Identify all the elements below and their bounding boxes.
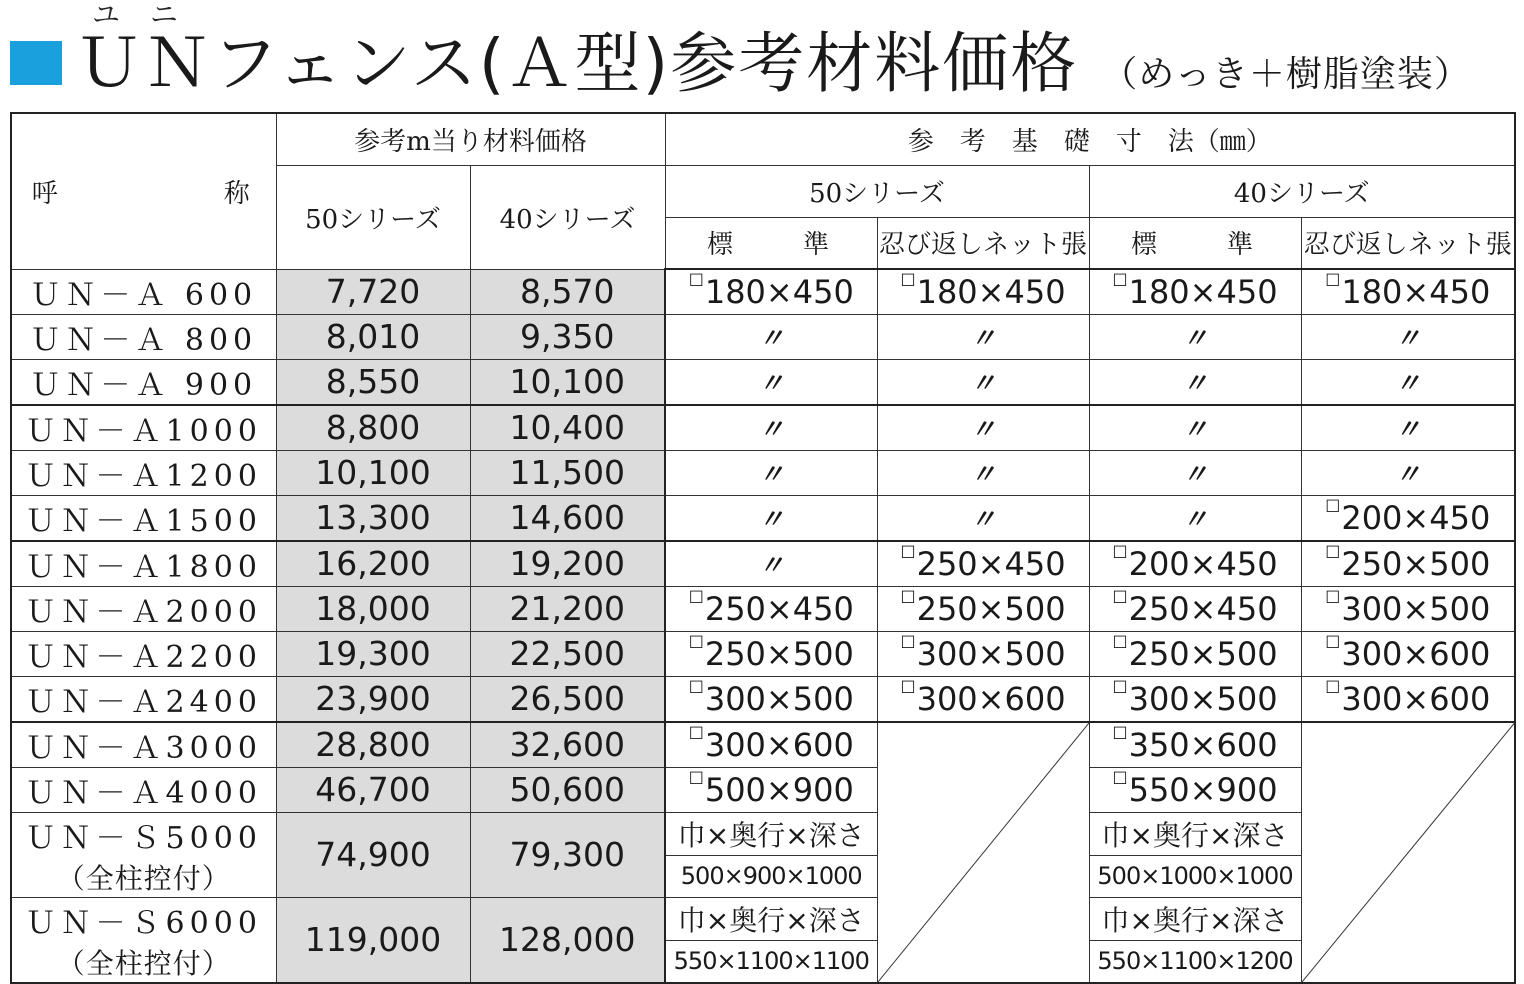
dim-value: 350×600 — [1128, 725, 1278, 764]
table-row — [11, 722, 1515, 768]
row-name: ＵＮ－Ａ2000 — [11, 586, 276, 631]
row-name: ＵＮ－Ａ4000 — [11, 767, 276, 812]
row-name: ＵＮ－Ａ2200 — [11, 631, 276, 676]
dim-d40n: 〃 — [1301, 359, 1515, 405]
table-row — [11, 405, 1515, 451]
dim-d50n — [877, 541, 1089, 587]
price-50: 23,900 — [276, 676, 470, 722]
price-table-body — [11, 269, 1515, 983]
header-dim-40: 40シリーズ — [1089, 165, 1515, 217]
dim-d40n: 〃 — [1301, 405, 1515, 451]
dim-d50n: 〃 — [877, 405, 1089, 451]
square-mark-icon: □ — [1325, 540, 1341, 560]
row-name: ＵＮ－Ａ 600 — [11, 269, 276, 314]
dim-40-label: 巾×奥行×深さ — [1089, 897, 1301, 940]
dim-value: 300×500 — [1128, 679, 1278, 718]
header-dim-group: 参 考 基 礎 寸 法（㎜） — [665, 113, 1515, 165]
dim-d50s: 〃 — [665, 541, 877, 587]
dim-value: 300×500 — [1341, 589, 1491, 628]
title-main-text: ＵＮフェンス(Ａ型)参考材料価格 — [76, 25, 1079, 102]
price-50: 8,800 — [276, 405, 470, 451]
square-mark-icon: □ — [688, 269, 704, 288]
title-ruby-n: ニ — [150, 0, 179, 31]
title-ruby-u: ユ — [92, 0, 121, 31]
blue-square-bullet — [10, 41, 62, 85]
dim-d40n — [1301, 495, 1515, 541]
square-mark-icon: □ — [1325, 495, 1341, 514]
dim-d40s — [1089, 676, 1301, 722]
dim-d50n: 〃 — [877, 359, 1089, 405]
price-40: 14,600 — [470, 495, 665, 541]
square-mark-icon: □ — [1325, 631, 1341, 650]
dim-d40n — [1301, 676, 1515, 722]
dim-d50n — [877, 676, 1089, 722]
row-name — [11, 897, 276, 983]
dim-d50s — [665, 722, 877, 768]
row-name: ＵＮ－Ａ1200 — [11, 450, 276, 495]
price-40: 128,000 — [470, 897, 665, 983]
empty-net-50 — [877, 722, 1089, 983]
page-title — [76, 24, 1471, 115]
price-50: 13,300 — [276, 495, 470, 541]
row-name-line1: ＵＮ－Ｓ5000 — [25, 820, 262, 856]
table-row — [11, 586, 1515, 631]
square-mark-icon: □ — [688, 767, 704, 786]
dim-d50s: 〃 — [665, 314, 877, 359]
square-mark-icon: □ — [1112, 767, 1128, 786]
dim-50-value: 550×1100×1100 — [665, 940, 877, 982]
dim-d50s — [665, 631, 877, 676]
dim-d50n: 〃 — [877, 450, 1089, 495]
dim-value: 300×600 — [704, 725, 854, 764]
price-50: 16,200 — [276, 541, 470, 587]
table-row — [11, 269, 1515, 314]
square-mark-icon: □ — [688, 676, 704, 695]
square-mark-icon: □ — [1112, 269, 1128, 288]
dim-d50n — [877, 631, 1089, 676]
dim-value: 500×900 — [704, 770, 854, 809]
price-40: 32,600 — [470, 722, 665, 768]
dim-value: 300×500 — [704, 679, 854, 718]
dim-d40n — [1301, 631, 1515, 676]
dim-value: 250×450 — [704, 589, 854, 628]
price-40: 50,600 — [470, 767, 665, 812]
dim-value: 250×450 — [916, 544, 1066, 583]
row-name-line1: ＵＮ－Ｓ6000 — [25, 905, 262, 941]
dim-value: 200×450 — [1341, 498, 1491, 537]
square-mark-icon: □ — [1325, 269, 1341, 288]
dim-d40s: 〃 — [1089, 450, 1301, 495]
page-title-block — [10, 0, 1514, 110]
price-50: 46,700 — [276, 767, 470, 812]
table-row — [11, 812, 1515, 855]
dim-d40s — [1089, 586, 1301, 631]
dim-d50s — [665, 269, 877, 314]
price-50: 28,800 — [276, 722, 470, 768]
square-mark-icon: □ — [1112, 631, 1128, 650]
row-name: ＵＮ－Ａ1800 — [11, 541, 276, 587]
dim-d40s — [1089, 767, 1301, 812]
price-40: 10,400 — [470, 405, 665, 451]
price-50: 119,000 — [276, 897, 470, 983]
square-mark-icon: □ — [1112, 540, 1128, 560]
price-50: 18,000 — [276, 586, 470, 631]
header-price-50: 50シリーズ — [276, 165, 470, 269]
dim-d40s — [1089, 631, 1301, 676]
table-row — [11, 676, 1515, 722]
table-row — [11, 767, 1515, 812]
header-dim-50: 50シリーズ — [665, 165, 1089, 217]
dim-d40s — [1089, 541, 1301, 587]
square-mark-icon: □ — [688, 631, 704, 650]
price-50: 19,300 — [276, 631, 470, 676]
row-name — [11, 812, 276, 897]
dim-value: 250×500 — [1128, 634, 1278, 673]
dim-d50s — [665, 586, 877, 631]
table-row — [11, 631, 1515, 676]
price-50: 8,550 — [276, 359, 470, 405]
dim-50-label: 巾×奥行×深さ — [665, 812, 877, 855]
header-dim-40-standard: 標 準 — [1089, 217, 1301, 269]
price-40: 22,500 — [470, 631, 665, 676]
dim-d50s: 〃 — [665, 405, 877, 451]
dim-d50n — [877, 269, 1089, 314]
price-40: 21,200 — [470, 586, 665, 631]
dim-d40n: 〃 — [1301, 450, 1515, 495]
table-row — [11, 314, 1515, 359]
dim-d50s — [665, 676, 877, 722]
dim-d40s: 〃 — [1089, 314, 1301, 359]
price-40: 9,350 — [470, 314, 665, 359]
square-mark-icon: □ — [1325, 586, 1341, 605]
dim-d50s: 〃 — [665, 359, 877, 405]
header-dim-50-standard: 標 準 — [665, 217, 877, 269]
dim-d40s — [1089, 269, 1301, 314]
table-row — [11, 495, 1515, 541]
row-name: ＵＮ－Ａ1500 — [11, 495, 276, 541]
price-40: 11,500 — [470, 450, 665, 495]
table-row — [11, 450, 1515, 495]
row-name: ＵＮ－Ａ1000 — [11, 405, 276, 451]
dim-value: 180×450 — [1128, 272, 1278, 311]
table-row — [11, 359, 1515, 405]
dim-40-label: 巾×奥行×深さ — [1089, 812, 1301, 855]
square-mark-icon: □ — [1112, 676, 1128, 695]
dim-40-value: 550×1100×1200 — [1089, 940, 1301, 982]
row-name-line2: （全柱控付） — [56, 861, 231, 895]
dim-d50s: 〃 — [665, 495, 877, 541]
diagonal-slash — [878, 723, 1089, 982]
diagonal-slash — [1302, 723, 1515, 982]
dim-40-value: 500×1000×1000 — [1089, 855, 1301, 897]
price-50: 10,100 — [276, 450, 470, 495]
table-row — [11, 897, 1515, 940]
dim-d40s: 〃 — [1089, 495, 1301, 541]
dim-value: 200×450 — [1128, 544, 1278, 583]
header-dim-50-net: 忍び返しネット張 — [877, 217, 1089, 269]
dim-d40s: 〃 — [1089, 359, 1301, 405]
square-mark-icon: □ — [900, 631, 916, 650]
row-name: ＵＮ－Ａ 900 — [11, 359, 276, 405]
dim-50-value: 500×900×1000 — [665, 855, 877, 897]
square-mark-icon: □ — [900, 676, 916, 695]
dim-value: 300×600 — [1341, 679, 1491, 718]
dim-d40s — [1089, 722, 1301, 768]
dim-value: 180×450 — [916, 272, 1066, 311]
price-50: 74,900 — [276, 812, 470, 897]
dim-value: 250×500 — [1341, 544, 1491, 583]
dim-d40n — [1301, 586, 1515, 631]
dim-value: 300×500 — [916, 634, 1066, 673]
square-mark-icon: □ — [900, 586, 916, 605]
price-50: 8,010 — [276, 314, 470, 359]
header-dim-40-net: 忍び返しネット張 — [1301, 217, 1515, 269]
dim-value: 300×600 — [1341, 634, 1491, 673]
row-name-line2: （全柱控付） — [56, 946, 231, 980]
dim-50-label: 巾×奥行×深さ — [665, 897, 877, 940]
price-50: 7,720 — [276, 269, 470, 314]
dim-value: 180×450 — [704, 272, 854, 311]
dim-value: 250×450 — [1128, 589, 1278, 628]
dim-d40s: 〃 — [1089, 405, 1301, 451]
dim-d50n: 〃 — [877, 495, 1089, 541]
dim-value: 250×500 — [704, 634, 854, 673]
price-40: 26,500 — [470, 676, 665, 722]
dim-value: 250×500 — [916, 589, 1066, 628]
dim-d40n — [1301, 541, 1515, 587]
square-mark-icon: □ — [1112, 586, 1128, 605]
dim-d50s: 〃 — [665, 450, 877, 495]
row-name: ＵＮ－Ａ 800 — [11, 314, 276, 359]
dim-value: 180×450 — [1341, 272, 1491, 311]
square-mark-icon: □ — [900, 269, 916, 288]
header-price-group: 参考m当り材料価格 — [276, 113, 665, 165]
square-mark-icon: □ — [1112, 721, 1128, 741]
square-mark-icon: □ — [900, 540, 916, 560]
row-name: ＵＮ－Ａ3000 — [11, 722, 276, 768]
price-40: 79,300 — [470, 812, 665, 897]
price-40: 8,570 — [470, 269, 665, 314]
table-row — [11, 541, 1515, 587]
header-price-40: 40シリーズ — [470, 165, 665, 269]
square-mark-icon: □ — [1325, 676, 1341, 695]
dim-value: 300×600 — [916, 679, 1066, 718]
dim-d40n: 〃 — [1301, 314, 1515, 359]
row-name: ＵＮ－Ａ2400 — [11, 676, 276, 722]
dim-d40n — [1301, 269, 1515, 314]
dim-value: 550×900 — [1128, 770, 1278, 809]
price-40: 10,100 — [470, 359, 665, 405]
dim-d50s — [665, 767, 877, 812]
dim-d50n — [877, 586, 1089, 631]
price-40: 19,200 — [470, 541, 665, 587]
title-subtitle: （めっき＋樹脂塗装） — [1101, 54, 1471, 95]
empty-net-40 — [1301, 722, 1515, 983]
square-mark-icon: □ — [688, 721, 704, 741]
header-name: 呼 称 — [11, 113, 276, 269]
price-table — [10, 112, 1516, 984]
square-mark-icon: □ — [688, 586, 704, 605]
dim-d50n: 〃 — [877, 314, 1089, 359]
